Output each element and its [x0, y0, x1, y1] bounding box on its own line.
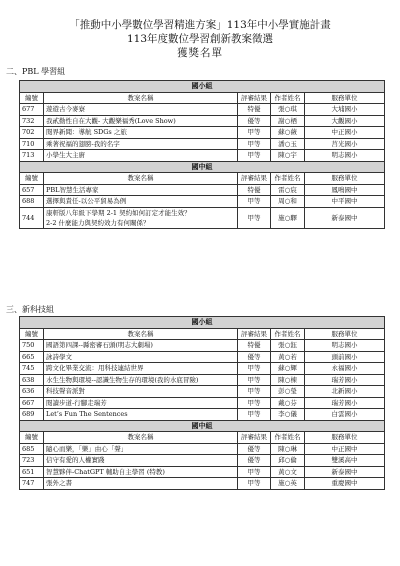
cell-author: 李○儀: [271, 409, 305, 421]
col-header-id: 編號: [20, 328, 44, 340]
cell-author: 施○驛: [271, 207, 305, 228]
cell-result: 甲等: [238, 397, 271, 409]
cell-author: 彭○瑩: [271, 386, 305, 398]
cell-name-line-1: 康軒版八年級下學期 2-1 契約如何訂定才能生效？: [46, 208, 191, 217]
group-label-junior-high: 國中組: [20, 161, 385, 173]
cell-school: 中正國小: [305, 127, 385, 139]
cell-name: 閱界新聞：導航 SDGs 之旅: [44, 127, 238, 139]
cell-result: 甲等: [238, 466, 271, 478]
cell-name: 信守有愛的人權實踐: [44, 455, 238, 467]
col-header-name: 教案名稱: [44, 92, 238, 104]
cell-id: 665: [20, 351, 44, 363]
cell-result: 甲等: [238, 207, 271, 228]
column-header-row: [20, 432, 385, 444]
group-label-junior-high: 國中組: [20, 420, 385, 432]
cell-id: 638: [20, 374, 44, 386]
cell-name: 遊遊古今麥寮: [44, 104, 238, 116]
table-row: [20, 104, 385, 116]
cell-school: 大埔國小: [305, 104, 385, 116]
table-row: [20, 478, 385, 490]
col-header-name: 教案名稱: [44, 328, 238, 340]
document-header: [0, 0, 400, 60]
cell-result: 優等: [238, 351, 271, 363]
header-line-1: 「推動中小學數位學習精進方案」113年中小學實施計畫: [69, 19, 331, 31]
col-header-result: 評審結果: [238, 92, 271, 104]
group-band-row: [20, 161, 385, 173]
cell-school: 瑞芳國小: [305, 374, 385, 386]
cell-school: 白雲國小: [305, 409, 385, 421]
col-header-school: 服務單位: [305, 328, 385, 340]
cell-name: 小學生大主廚: [44, 150, 238, 162]
pbl-award-table: [19, 80, 385, 229]
col-header-id: 編號: [20, 173, 44, 185]
cell-author: 張○鈺: [271, 340, 305, 352]
cell-school: 中正國中: [305, 443, 385, 455]
group-band-row: [20, 81, 385, 93]
cell-name: 國語第四課--縣密審石頭(明志大劇場): [44, 340, 238, 352]
cell-school: 北新國小: [305, 386, 385, 398]
cell-name: 跨文化畢業交流：用科技連結世界: [44, 363, 238, 375]
cell-result: 甲等: [238, 363, 271, 375]
cell-name: 智慧夥伴-ChatGPT 輔助自主學習 (特教): [44, 466, 238, 478]
cell-id: 667: [20, 397, 44, 409]
cell-school: 中平國中: [305, 196, 385, 208]
cell-result: 特優: [238, 184, 271, 196]
cell-author: 陳○琳: [271, 443, 305, 455]
table-row: [20, 207, 385, 228]
table-row: [20, 397, 385, 409]
cell-author: 潘○玉: [271, 138, 305, 150]
cell-result: 甲等: [238, 478, 271, 490]
section-title-new-tech: 三、新科技組: [6, 305, 54, 314]
group-label-elementary: 國小組: [20, 317, 385, 329]
cell-author: 蘇○輝: [271, 363, 305, 375]
col-header-school: 服務單位: [305, 173, 385, 185]
cell-id: 636: [20, 386, 44, 398]
col-header-id: 編號: [20, 92, 44, 104]
cell-author: 黃○文: [271, 466, 305, 478]
cell-school: 新泰國中: [305, 207, 385, 228]
col-header-result: 評審結果: [238, 432, 271, 444]
cell-name: PBL智慧生活專家: [44, 184, 238, 196]
cell-author: 戴○芬: [271, 397, 305, 409]
table-row: [20, 127, 385, 139]
cell-name: 水生生物與環境--認識生物生存的環境(我的水底冒險): [44, 374, 238, 386]
cell-id: 688: [20, 196, 44, 208]
cell-school: 鳳鳴國中: [305, 184, 385, 196]
group-label-elementary: 國小組: [20, 81, 385, 93]
cell-name: 隨心而樂，「樂」由心「聲」: [44, 443, 238, 455]
cell-school: 雙溪高中: [305, 455, 385, 467]
cell-id: 747: [20, 478, 44, 490]
cell-author: 周○和: [271, 196, 305, 208]
cell-school: 瑞芳國小: [305, 397, 385, 409]
cell-result: 優等: [238, 115, 271, 127]
cell-school: 新泰國中: [305, 466, 385, 478]
cell-author: 邱○倫: [271, 455, 305, 467]
cell-id: 710: [20, 138, 44, 150]
cell-name: Let’s Fun The Sentences: [44, 409, 238, 421]
cell-result: 甲等: [238, 150, 271, 162]
cell-id: 723: [20, 455, 44, 467]
cell-id: 685: [20, 443, 44, 455]
table-row: [20, 138, 385, 150]
cell-id: 677: [20, 104, 44, 116]
cell-author: 雷○宸: [271, 184, 305, 196]
col-header-author: 作者姓名: [271, 92, 305, 104]
header-line-3: 獲獎名單: [177, 47, 223, 59]
new-tech-award-table: [19, 316, 385, 490]
table-row: [20, 443, 385, 455]
cell-author: 陳○棟: [271, 374, 305, 386]
table-row: [20, 340, 385, 352]
table-row: [20, 115, 385, 127]
cell-id: 702: [20, 127, 44, 139]
cell-result: 優等: [238, 443, 271, 455]
col-header-name: 教案名稱: [44, 432, 238, 444]
table-row: [20, 184, 385, 196]
table-row: [20, 196, 385, 208]
table-row: [20, 363, 385, 375]
column-header-row: [20, 173, 385, 185]
cell-result: 甲等: [238, 409, 271, 421]
table-row: [20, 409, 385, 421]
col-header-school: 服務單位: [305, 92, 385, 104]
col-header-author: 作者姓名: [271, 173, 305, 185]
group-band-row: [20, 420, 385, 432]
col-header-result: 評審結果: [238, 173, 271, 185]
col-header-author: 作者姓名: [271, 432, 305, 444]
col-header-id: 編號: [20, 432, 44, 444]
cell-school: 重慶國中: [305, 478, 385, 490]
cell-id: 745: [20, 363, 44, 375]
cell-name: 科技聲音派對: [44, 386, 238, 398]
col-header-name: 教案名稱: [44, 173, 238, 185]
cell-name: 閱讀步道-行腳走瑞芳: [44, 397, 238, 409]
cell-author: 蘇○薇: [271, 127, 305, 139]
cell-school: 明志國小: [305, 150, 385, 162]
table-row: [20, 351, 385, 363]
col-header-result: 評審結果: [238, 328, 271, 340]
table-row: [20, 466, 385, 478]
cell-author: 謝○栖: [271, 115, 305, 127]
cell-author: 黃○若: [271, 351, 305, 363]
cell-result: 甲等: [238, 386, 271, 398]
cell-author: 張○琪: [271, 104, 305, 116]
cell-result: 甲等: [238, 374, 271, 386]
table-row: [20, 374, 385, 386]
cell-name: 乘著祝福的翅膀-我的名字: [44, 138, 238, 150]
table-row: [20, 455, 385, 467]
cell-result: 甲等: [238, 127, 271, 139]
table-row: [20, 386, 385, 398]
header-line-2: 113年度數位學習創新教案徵選: [126, 33, 274, 45]
cell-result: 特優: [238, 340, 271, 352]
cell-school: 明志國小: [305, 340, 385, 352]
cell-id: 689: [20, 409, 44, 421]
table-row: [20, 150, 385, 162]
column-header-row: [20, 92, 385, 104]
cell-result: 甲等: [238, 138, 271, 150]
section-title-pbl: 二、PBL 學習組: [6, 67, 66, 76]
cell-id: 732: [20, 115, 44, 127]
cell-name: 詠詩學文: [44, 351, 238, 363]
cell-result: 特優: [238, 104, 271, 116]
cell-id: 750: [20, 340, 44, 352]
cell-id: 744: [20, 207, 44, 228]
cell-school: 頭前國小: [305, 351, 385, 363]
cell-name-line-2: 2-2 什麼能力與契約效力有何關係？: [46, 218, 150, 227]
cell-name: 我貳勤性自在大觀- 大觀樂福秀(Love Show): [44, 115, 238, 127]
col-header-school: 服務單位: [305, 432, 385, 444]
group-band-row: [20, 317, 385, 329]
cell-school: 莒光國小: [305, 138, 385, 150]
cell-result: 優等: [238, 455, 271, 467]
cell-name: 選擇與責任-以公平貿易為例: [44, 196, 238, 208]
cell-result: 甲等: [238, 196, 271, 208]
cell-author: 陳○宇: [271, 150, 305, 162]
cell-name: [44, 207, 238, 228]
col-header-author: 作者姓名: [271, 328, 305, 340]
cell-id: 657: [20, 184, 44, 196]
cell-author: 施○英: [271, 478, 305, 490]
cell-name: 張外之書: [44, 478, 238, 490]
cell-id: 651: [20, 466, 44, 478]
cell-id: 713: [20, 150, 44, 162]
cell-school: 大觀國小: [305, 115, 385, 127]
column-header-row: [20, 328, 385, 340]
cell-school: 永福國小: [305, 363, 385, 375]
